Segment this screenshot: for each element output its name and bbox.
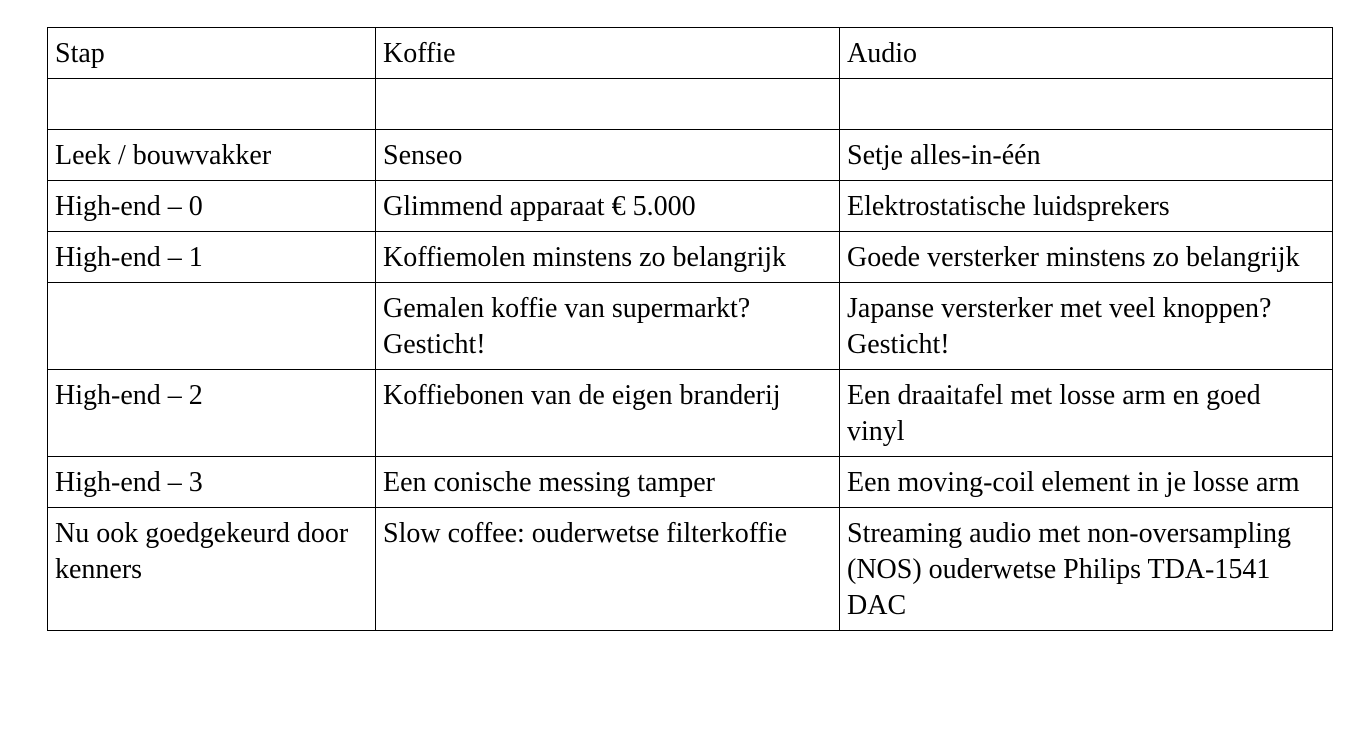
table-cell: Een moving-coil element in je losse arm	[840, 457, 1333, 508]
table-cell: Koffiemolen minstens zo belangrijk	[376, 232, 840, 283]
table-cell: High-end – 1	[48, 232, 376, 283]
table-cell: Gemalen koffie van supermarkt? Gesticht!	[376, 283, 840, 370]
table-cell: High-end – 2	[48, 370, 376, 457]
table-cell: Japanse versterker met veel knoppen? Gesticht!	[840, 283, 1333, 370]
table-row	[48, 283, 1333, 370]
table-row	[48, 457, 1333, 508]
table-cell	[840, 79, 1333, 130]
table-row	[48, 508, 1333, 631]
header-cell-audio: Audio	[840, 28, 1333, 79]
table-cell: High-end – 3	[48, 457, 376, 508]
header-cell-stap: Stap	[48, 28, 376, 79]
header-cell-koffie: Koffie	[376, 28, 840, 79]
comparison-table	[47, 27, 1333, 631]
table-row	[48, 232, 1333, 283]
table-cell: Glimmend apparaat € 5.000	[376, 181, 840, 232]
table-cell: Een conische messing tamper	[376, 457, 840, 508]
table-cell: Streaming audio met non-oversampling (NOS) ouderwetse Philips TDA-1541 DAC	[840, 508, 1333, 631]
table-cell: Senseo	[376, 130, 840, 181]
table-row	[48, 370, 1333, 457]
table-cell: Goede versterker minstens zo belangrijk	[840, 232, 1333, 283]
table-cell: High-end – 0	[48, 181, 376, 232]
table-cell: Nu ook goedgekeurd door kenners	[48, 508, 376, 631]
table-cell	[48, 283, 376, 370]
table-cell: Slow coffee: ouderwetse filterkoffie	[376, 508, 840, 631]
table-cell: Elektrostatische luidsprekers	[840, 181, 1333, 232]
table-cell: Setje alles-in-één	[840, 130, 1333, 181]
table-row	[48, 79, 1333, 130]
table-row	[48, 181, 1333, 232]
table-cell: Leek / bouwvakker	[48, 130, 376, 181]
table-cell: Een draaitafel met losse arm en goed vinyl	[840, 370, 1333, 457]
header-row	[48, 28, 1333, 79]
table-cell: Koffiebonen van de eigen branderij	[376, 370, 840, 457]
table-cell	[48, 79, 376, 130]
table-row	[48, 130, 1333, 181]
table-cell	[376, 79, 840, 130]
